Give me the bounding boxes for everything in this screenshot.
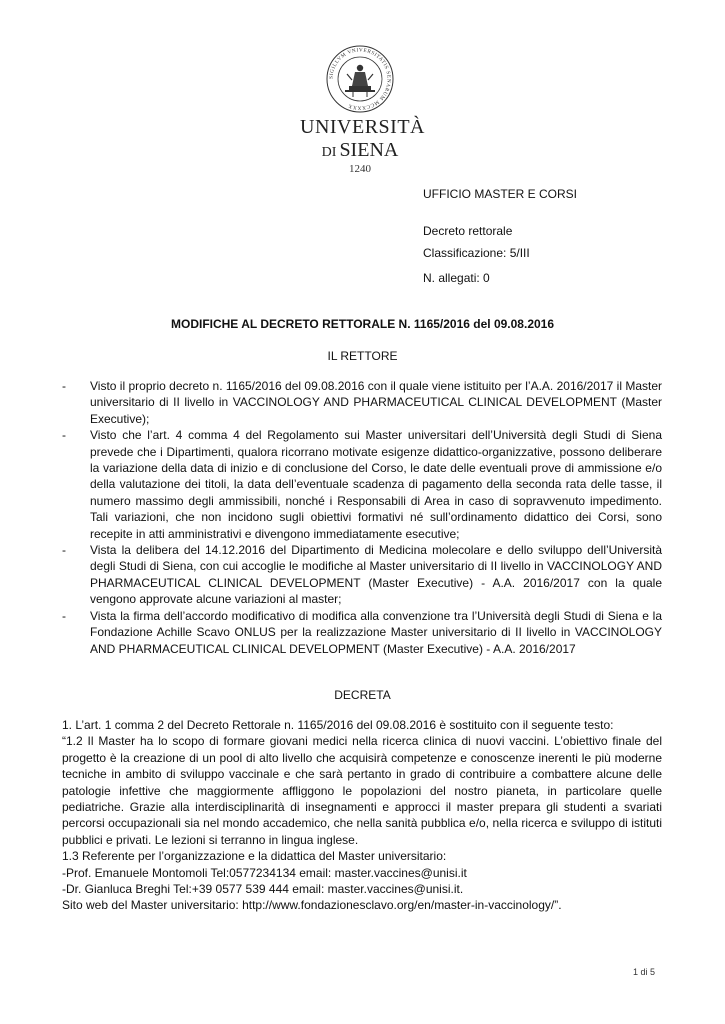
list-item (62, 608, 662, 657)
premise-text: Visto il proprio decreto n. 1165/2016 del 09.08.2016 con il quale viene istituito per l’A.A. 2016/2017 il Master universitario di II livello in VACCINOLOGY AND PHARMACEUTICAL CLINICAL DEVELOPMENT (Master Executive); (90, 379, 662, 426)
document-title: MODIFICHE AL DECRETO RETTORALE N. 1165/2016 del 09.08.2016 (170, 317, 555, 331)
premise-text: Visto che l’art. 4 comma 4 del Regolamento sui Master universitari dell’Università degli Studi di Siena prevede che i Dipartimenti, qualora ricorrano motivate esigenze didattico-organizzative, possono deliberare la variazione della data di inizio e di conclusione del Corso, le date delle eventuali prove di ammissione e/o della valutazione dei titoli, la data dell’eventuale scadenza di pagamento della seconda rata delle tasse, il numero massimo degli ammissibili, nonché i Responsabili di Area in caso di sopravvenuto impedimento. Tali variazioni, che non incidono sugli obiettivi formativi né sull’ordinamento didattico dei Corsi, sono recepite in atti amministrativi e divengono immediatamente esecutive; (90, 428, 662, 541)
contact-line: -Dr. Gianluca Breghi Tel:+39 0577 539 444 email: master.vaccines@unisi.it. (62, 882, 464, 897)
premise-text: Vista la delibera del 14.12.2016 del Dipartimento di Medicina molecolare e dello sviluppo dell’Università degli Studi di Siena, con cui accoglie le modifiche al Master universitario di II livello in VACCINOLOGY AND PHARMACEUTICAL CLINICAL DEVELOPMENT (Master Executive) - A.A. 2016/2017 con la quale vengono approvate alcune variazioni al master; (90, 543, 662, 607)
premises-list (62, 378, 662, 657)
logo-siena-word: SIENA (339, 139, 399, 161)
article1-intro: 1. L’art. 1 comma 2 del Decreto Rettorale n. 1165/2016 del 09.08.2016 è sostituito con il seguente testo: (62, 718, 614, 732)
list-item (62, 542, 662, 608)
svg-text:SIGILLVM VNIVERSITATIS SENARUM: SIGILLVM VNIVERSITATIS SENARUM MCCXXXX (328, 47, 392, 111)
list-item (62, 427, 662, 542)
university-logo (300, 44, 425, 176)
list-bullet: - (62, 428, 66, 443)
classification: Classificazione: 5/III (423, 246, 530, 260)
decree-body (62, 717, 662, 914)
list-bullet: - (62, 608, 66, 623)
article1-text: “1.2 Il Master ha lo scopo di formare giovani medici nella ricerca clinica di nuovi vaccini. L’obiettivo finale del progetto è la creazione di un pool di alto livello che acquisirà competenze e conoscenze inerenti le più moderne tecniche in ambito di sviluppo vaccinale e che sarà pertanto in grado di contribuire a combattere alcune delle patologie infettive che maggiormente affliggono le popolazioni del nostro pianeta, in particolare quelle pediatriche. Grazie alla interdisciplinarità di insegnamenti e approcci il master prepara gli studenti a svariati percorsi occupazionali sia nel mondo accademico, che nella sanità pubblica e/o, nella ricerca e sviluppo di istituti pubblici e privati. Le lezioni si terranno in lingua inglese. (62, 734, 662, 847)
referent-heading: 1.3 Referente per l’organizzazione e la didattica del Master universitario: (62, 849, 447, 864)
attachments-count: N. allegati: 0 (423, 271, 490, 285)
list-item (62, 378, 662, 427)
university-seal-icon (325, 44, 395, 114)
contact-line: -Prof. Emanuele Montomoli Tel:0577234134 email: master.vaccines@unisi.it (62, 865, 467, 880)
logo-city-line (300, 139, 420, 162)
website-line: Sito web del Master universitario: http://www.fondazionesclavo.org/en/master-in-vaccinology/”. (62, 898, 562, 913)
list-bullet: - (62, 543, 66, 558)
office-name: UFFICIO MASTER E CORSI (423, 187, 578, 201)
logo-di-word: DI (321, 145, 337, 160)
page-number: 1 di 5 (632, 967, 655, 977)
decree-type: Decreto rettorale (423, 224, 513, 238)
logo-year: 1240 (349, 163, 371, 175)
list-bullet: - (62, 379, 66, 393)
decrees-heading: DECRETA (334, 688, 391, 702)
issuer-heading: IL RETTORE (327, 349, 398, 363)
logo-university-word: UNIVERSITÀ (300, 116, 425, 138)
premise-text: Vista la firma dell’accordo modificativo di modifica alla convenzione tra l’Università degli Studi di Siena e la Fondazione Achille Scavo ONLUS per la realizzazione Master universitario di II livello in VACCINOLOGY AND PHARMACEUTICAL CLINICAL DEVELOPMENT (Master Executive) - A.A. 2016/2017 (90, 608, 662, 656)
